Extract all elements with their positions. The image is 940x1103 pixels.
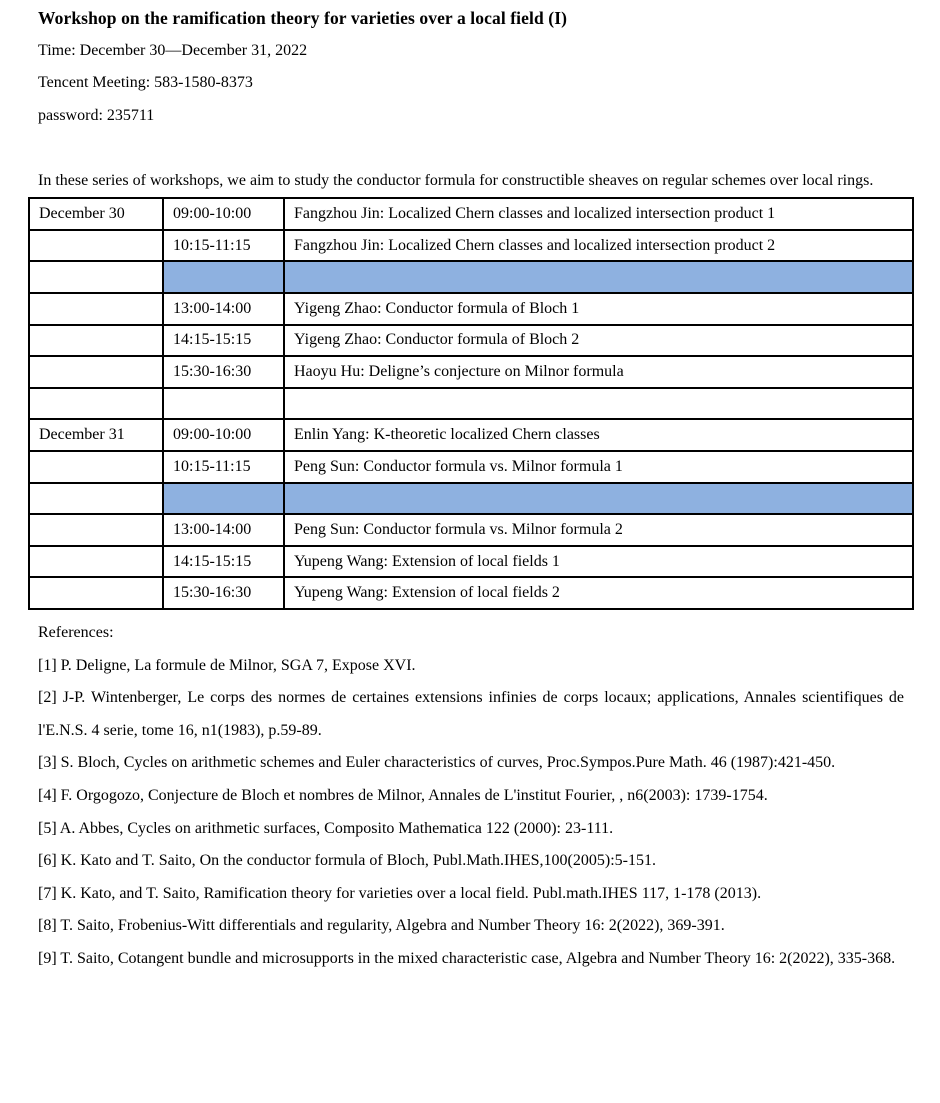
schedule-cell-date: [29, 577, 163, 609]
schedule-cell-date: [29, 388, 163, 420]
schedule-row: [29, 419, 913, 451]
meta-time: Time: December 30—December 31, 2022: [38, 42, 308, 59]
schedule-row: [29, 230, 913, 262]
schedule-row: [29, 514, 913, 546]
schedule-cell-talk: Peng Sun: Conductor formula vs. Milnor formula 1: [284, 451, 913, 483]
schedule-cell-time: 09:00-10:00: [163, 419, 284, 451]
reference-item: [2] J-P. Wintenberger, Le corps des normes de certaines extensions infinies de corps locaux; applications, Annales scientifiques de l'E.N.S. 4 serie, tome 16, n1(1983), p.59-89.: [38, 689, 904, 739]
schedule-cell-time: 15:30-16:30: [163, 577, 284, 609]
schedule-cell-talk: Haoyu Hu: Deligne’s conjecture on Milnor formula: [284, 356, 913, 388]
schedule-cell-date: [29, 514, 163, 546]
schedule-cell-talk: Enlin Yang: K-theoretic localized Chern classes: [284, 419, 913, 451]
schedule-cell-talk: Yigeng Zhao: Conductor formula of Bloch 2: [284, 325, 913, 357]
schedule-row: [29, 388, 913, 420]
schedule-cell-time: 09:00-10:00: [163, 198, 284, 230]
schedule-cell-time: 14:15-15:15: [163, 546, 284, 578]
schedule-cell-talk: Yupeng Wang: Extension of local fields 2: [284, 577, 913, 609]
schedule-cell-date: [29, 293, 163, 325]
schedule-cell-date: [29, 451, 163, 483]
schedule-cell-date: [29, 261, 163, 293]
reference-item: [8] T. Saito, Frobenius-Witt differentials and regularity, Algebra and Number Theory 16: 2(2022), 369-391.: [38, 917, 725, 935]
schedule-row: [29, 356, 913, 388]
reference-item: [3] S. Bloch, Cycles on arithmetic schemes and Euler characteristics of curves, Proc.Sympos.Pure Math. 46 (1987):421-450.: [38, 754, 836, 772]
reference-item: [9] T. Saito, Cotangent bundle and microsupports in the mixed characteristic case, Algebra and Number Theory 16: 2(2022), 335-368.: [38, 949, 896, 967]
intro-paragraph: In these series of workshops, we aim to study the conductor formula for constructible sheaves on regular schemes over local rings.: [38, 172, 874, 190]
references-heading: References:: [38, 623, 114, 641]
references-section: [38, 617, 904, 976]
schedule-cell-talk: [284, 261, 913, 293]
schedule-row-break: [29, 483, 913, 515]
schedule-cell-time: 13:00-14:00: [163, 293, 284, 325]
page-title: Workshop on the ramification theory for varieties over a local field (I): [38, 8, 568, 28]
schedule-row: [29, 293, 913, 325]
reference-item: [1] P. Deligne, La formule de Milnor, SGA 7, Expose XVI.: [38, 656, 416, 674]
schedule-row: [29, 451, 913, 483]
schedule-cell-talk: Fangzhou Jin: Localized Chern classes and localized intersection product 2: [284, 230, 913, 262]
schedule-cell-date: [29, 356, 163, 388]
schedule-cell-talk: Fangzhou Jin: Localized Chern classes and localized intersection product 1: [284, 198, 913, 230]
schedule-cell-date: [29, 546, 163, 578]
reference-item: [6] K. Kato and T. Saito, On the conductor formula of Bloch, Publ.Math.IHES,100(2005):5-151.: [38, 852, 656, 870]
meta-password: password: 235711: [38, 106, 155, 124]
schedule-cell-time: [163, 261, 284, 293]
schedule-table: [28, 197, 914, 610]
reference-item: [4] F. Orgogozo, Conjecture de Bloch et nombres de Milnor, Annales de L'institut Fourier, , n6(2003): 1739-1754.: [38, 786, 768, 804]
schedule-cell-date: December 31: [29, 419, 163, 451]
schedule-row-break: [29, 261, 913, 293]
schedule-cell-time: 10:15-11:15: [163, 451, 284, 483]
schedule-cell-time: [163, 483, 284, 515]
schedule-cell-time: 15:30-16:30: [163, 356, 284, 388]
schedule-cell-date: [29, 230, 163, 262]
schedule-cell-date: [29, 483, 163, 515]
meta-tencent-meeting: Tencent Meeting: 583-1580-8373: [38, 74, 253, 92]
schedule-row: [29, 577, 913, 609]
schedule-cell-talk: Peng Sun: Conductor formula vs. Milnor formula 2: [284, 514, 913, 546]
schedule-cell-talk: Yupeng Wang: Extension of local fields 1: [284, 546, 913, 578]
schedule-cell-time: 13:00-14:00: [163, 514, 284, 546]
schedule-row: [29, 546, 913, 578]
reference-item: [7] K. Kato, and T. Saito, Ramification theory for varieties over a local field. Publ.math.IHES 117, 1-178 (2013).: [38, 884, 762, 902]
references-list: [38, 650, 904, 976]
schedule-table-body: [29, 198, 913, 609]
schedule-cell-time: [163, 388, 284, 420]
schedule-row: [29, 198, 913, 230]
schedule-cell-talk: [284, 388, 913, 420]
schedule-cell-talk: Yigeng Zhao: Conductor formula of Bloch 1: [284, 293, 913, 325]
schedule-cell-time: 10:15-11:15: [163, 230, 284, 262]
schedule-row: [29, 325, 913, 357]
schedule-cell-talk: [284, 483, 913, 515]
schedule-cell-time: 14:15-15:15: [163, 325, 284, 357]
reference-item: [5] A. Abbes, Cycles on arithmetic surfaces, Composito Mathematica 122 (2000): 23-111.: [38, 819, 614, 837]
schedule-cell-date: [29, 325, 163, 357]
schedule-cell-date: December 30: [29, 198, 163, 230]
